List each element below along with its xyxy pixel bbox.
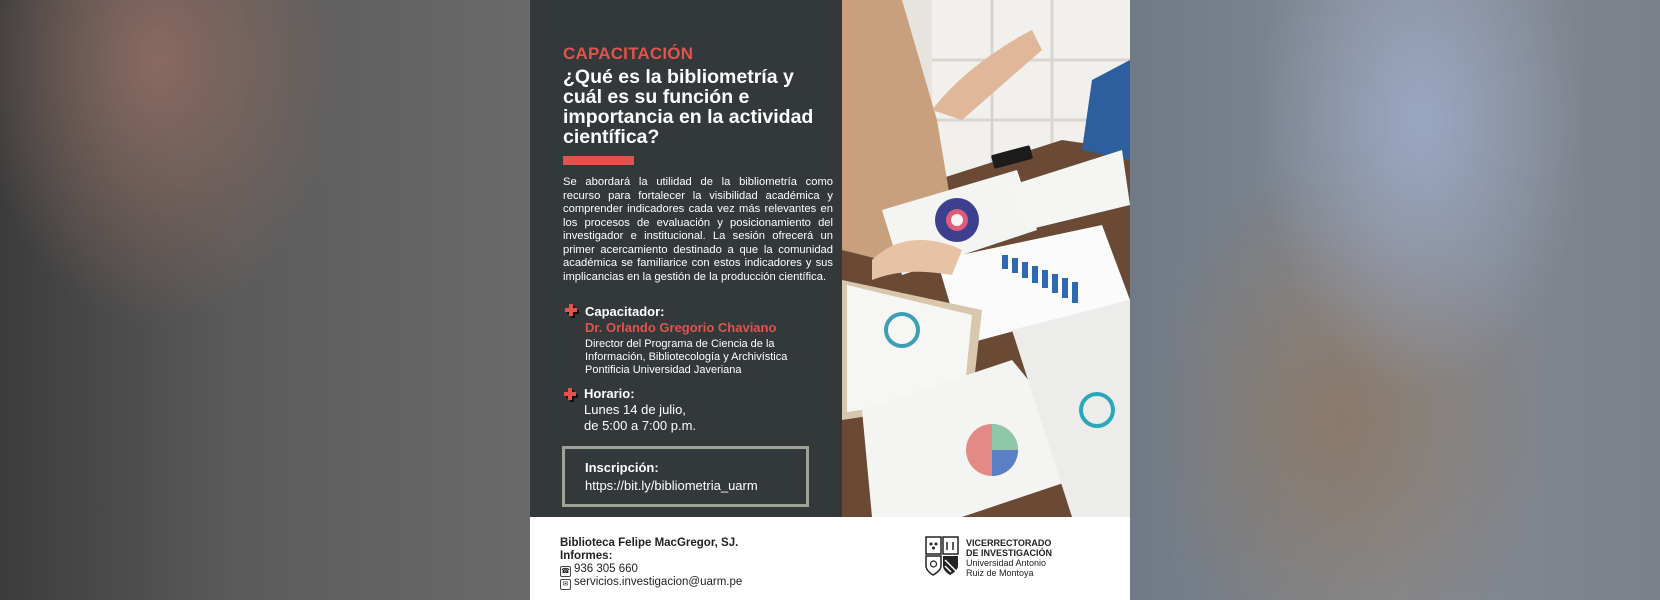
registration-box [562,446,809,507]
trainer-role-line: Información, Bibliotecología y Archivística [585,351,788,363]
plus-icon [564,388,576,400]
flyer-title: ¿Qué es la bibliometría y cuál es su función e importancia en la actividad científica? [563,66,814,148]
registration-link[interactable]: https://bit.ly/bibliometria_uarm [585,478,758,493]
library-name: Biblioteca Felipe MacGregor, SJ. [560,537,739,549]
info-label: Informes: [560,550,613,562]
phone-icon: ☎ [561,568,570,575]
blurred-background-left [0,0,530,600]
vicerrectorado-label: VICERRECTORADO DE INVESTIGACIÓN [966,538,1053,558]
trainer-name: Dr. Orlando Gregorio Chaviano [585,320,777,335]
university-name: Universidad Antonio Ruiz de Montoya [966,558,1047,578]
schedule-info [584,402,696,434]
trainer-label: Capacitador: [585,304,665,319]
meeting-photo [842,0,1130,517]
phone-row [560,563,638,577]
footer [530,517,1130,600]
email-row [560,576,742,590]
event-flyer [530,0,1130,600]
phone-number[interactable]: 936 305 660 [574,563,638,575]
accent-bar [563,156,634,165]
plus-icon [565,304,577,316]
description: Se abordará la utilidad de la bibliometría como recurso para fortalecer la visibilidad académica y comprender indicadores cada vez más relevantes en los procesos de evaluación y posicionamiento del investigador e institucional. La sesión ofrecerá un primer acercamiento destinado a que la comunidad académica se familiarice con estos indicadores y sus implicancias en la gestión de la producción científica. [563,176,833,283]
trainer-info [585,338,835,377]
registration-label: Inscripción: [585,460,659,475]
schedule-label: Horario: [584,386,635,401]
schedule-date: Lunes 14 de julio, [584,402,686,417]
blurred-background-right [1130,0,1660,600]
kicker: CAPACITACIÓN [563,44,694,63]
trainer-role-line: Director del Programa de Ciencia de la [585,338,775,350]
schedule-time: de 5:00 a 7:00 p.m. [584,418,697,433]
info-panel [530,0,842,517]
email-address[interactable]: servicios.investigacion@uarm.pe [574,576,743,588]
university-seal-icon [925,536,959,576]
photo-illustration [842,0,1130,517]
mail-icon: ✉ [560,579,571,590]
trainer-role-line: Pontificia Universidad Javeriana [585,364,742,376]
